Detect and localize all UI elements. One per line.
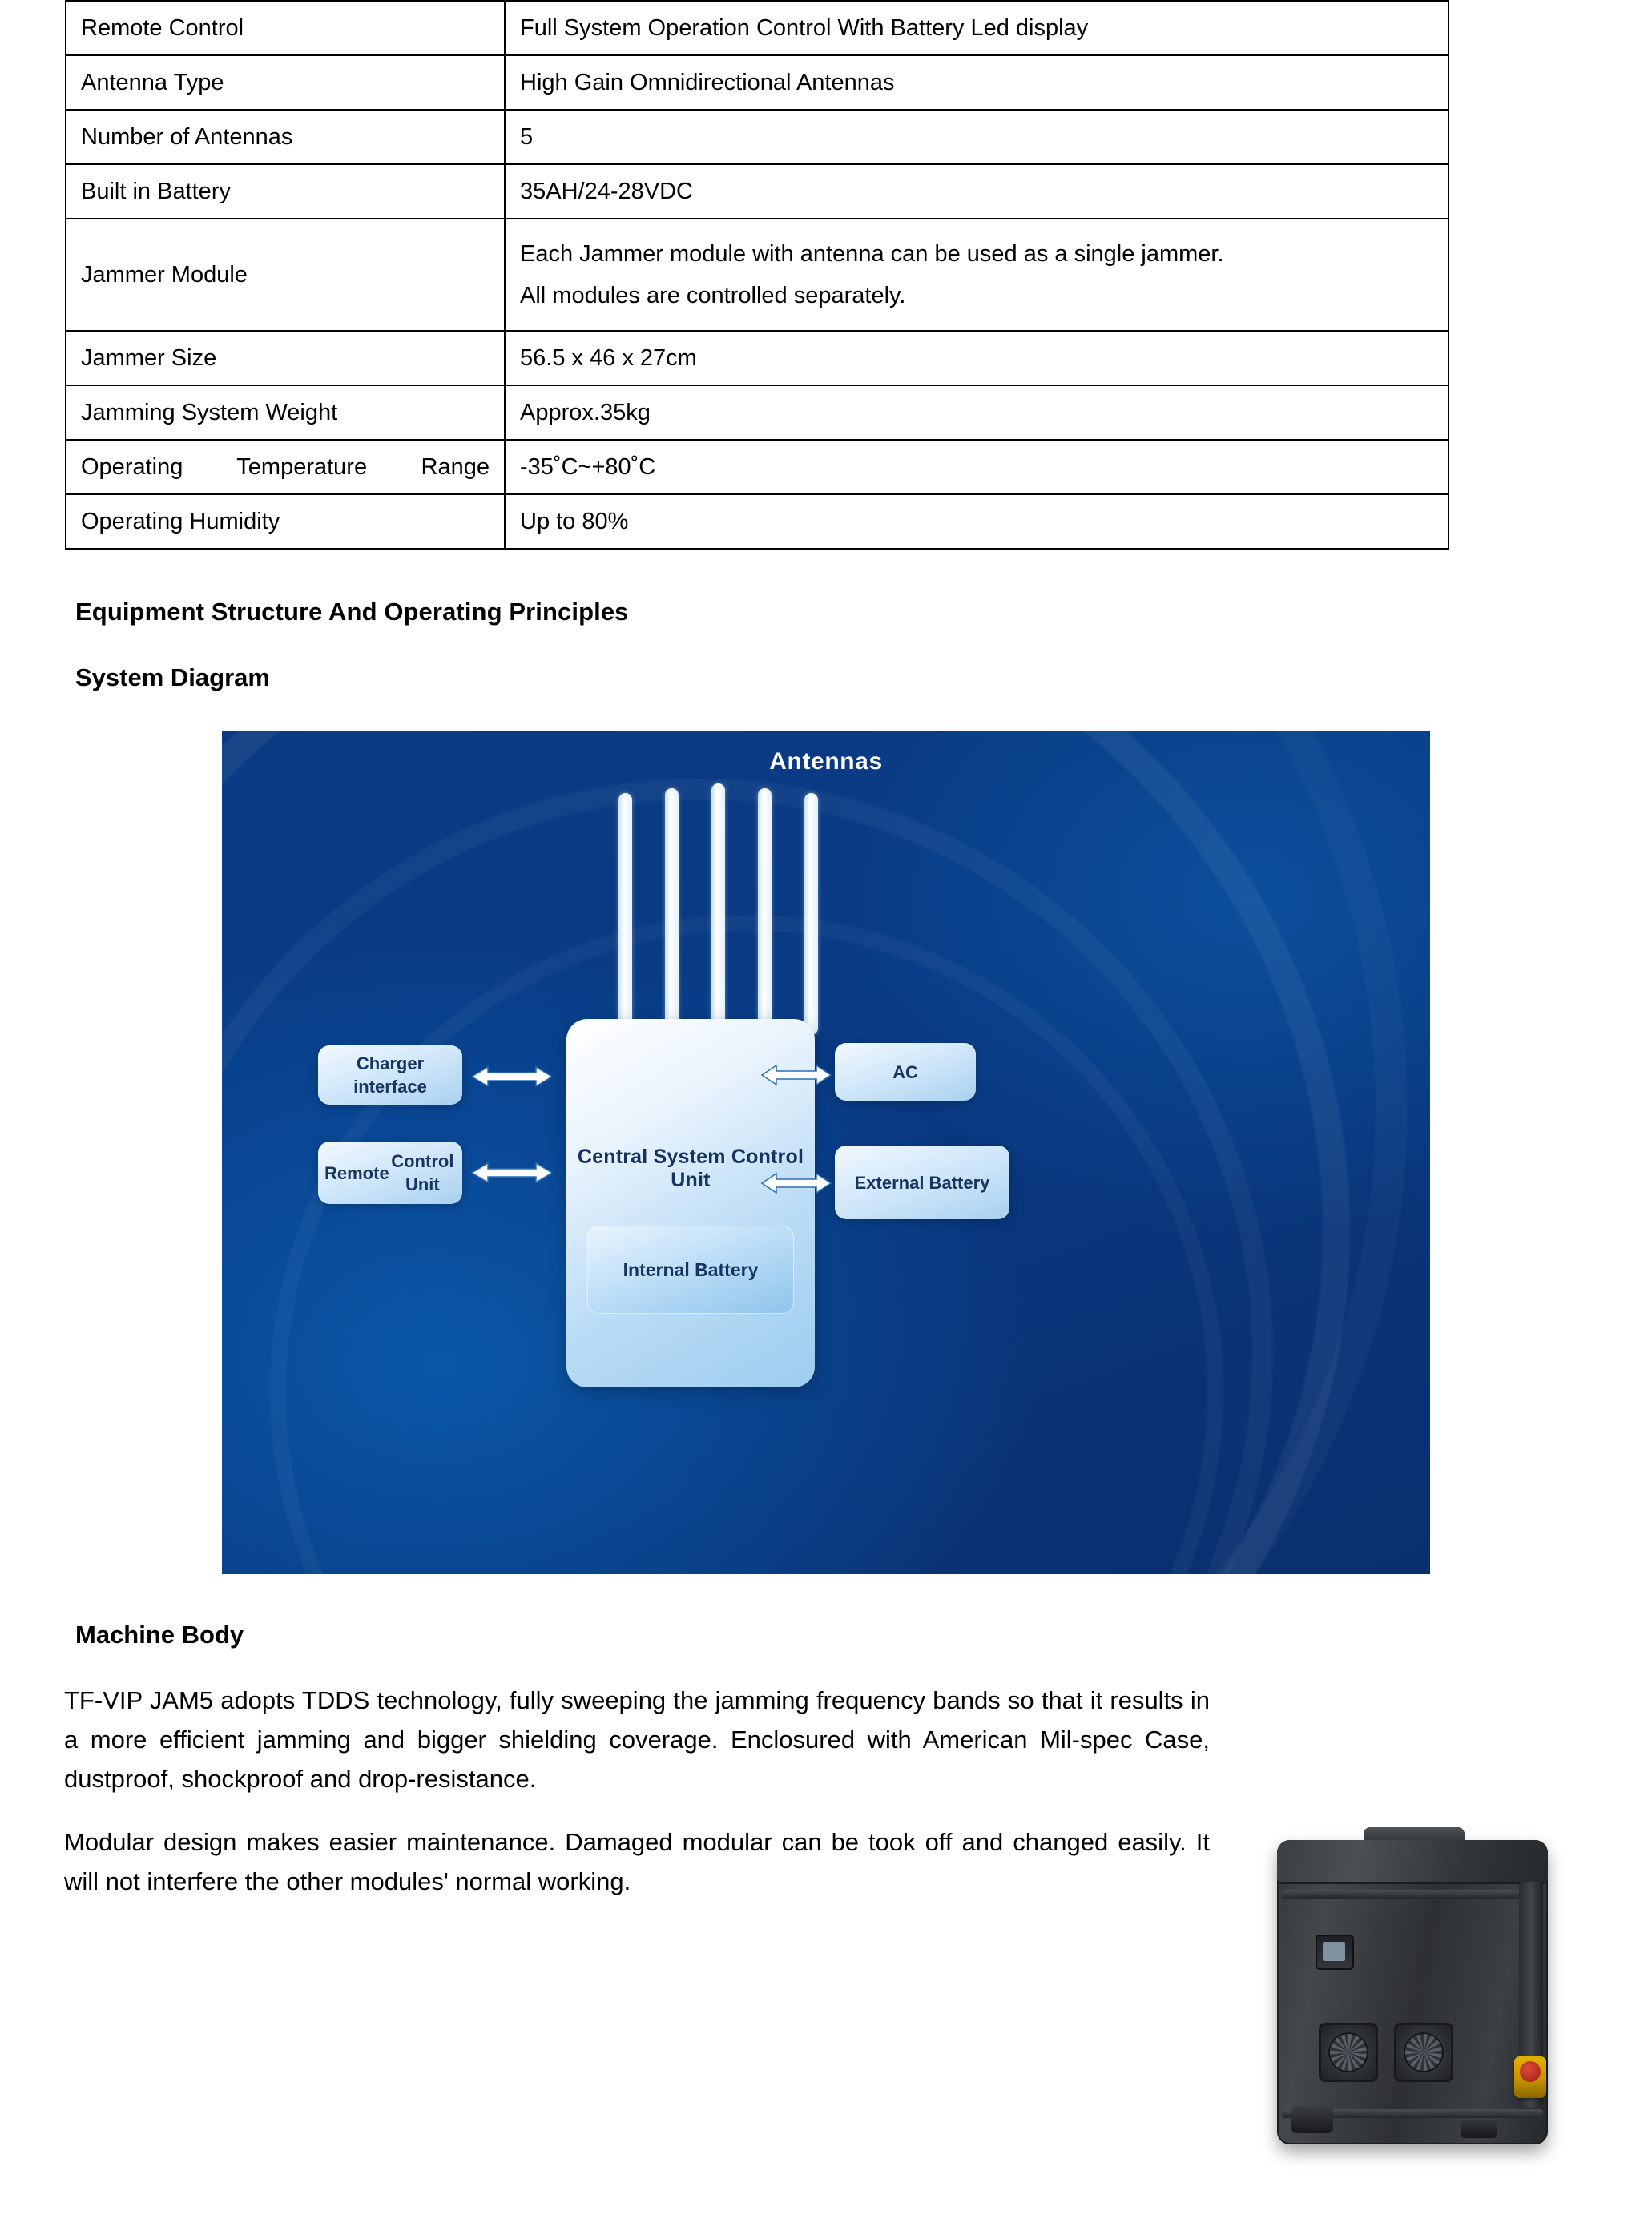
system-diagram-container	[64, 731, 1588, 1574]
case-lid	[1277, 1840, 1548, 1884]
spec-value: Full System Operation Control With Battery Led display	[505, 1, 1449, 55]
spec-value: 35AH/24-28VDC	[505, 164, 1449, 219]
antenna-icon	[618, 793, 632, 1033]
antenna-icon	[665, 788, 679, 1037]
table-row	[66, 331, 1449, 385]
spec-value-line: All modules are controlled separately.	[520, 283, 906, 309]
system-diagram-image	[222, 731, 1430, 1574]
double-arrow-icon	[470, 1063, 554, 1090]
spec-value: High Gain Omnidirectional Antennas	[505, 55, 1449, 110]
fan-icon	[1394, 2023, 1453, 2082]
table-row	[66, 164, 1449, 219]
charger-interface-box: Charger interface	[318, 1045, 462, 1105]
battery-led-display	[1316, 1935, 1354, 1970]
double-arrow-icon	[760, 1170, 832, 1197]
spec-key: Jamming System Weight	[66, 385, 505, 440]
specification-table-body	[66, 1, 1449, 549]
machine-body-photo	[1253, 1806, 1590, 2183]
spec-key: Jammer Size	[66, 331, 505, 385]
spec-key: Operating Humidity	[66, 494, 505, 549]
remote-control-unit-box	[318, 1142, 462, 1204]
antenna-icon	[804, 793, 818, 1035]
table-row	[66, 219, 1449, 331]
table-row	[66, 385, 1449, 440]
central-unit-label: Central System Control Unit	[577, 1146, 804, 1192]
spec-key: Antenna Type	[66, 55, 505, 110]
subsection-heading-machine-body: Machine Body	[75, 1621, 244, 1649]
spec-key: Number of Antennas	[66, 110, 505, 164]
case-foot	[1461, 2120, 1497, 2138]
machine-body-paragraph-2: Modular design makes easier maintenance. Damaged modular can be took off and changed easily. It will not interfere the other modules' normal working.	[64, 1828, 1210, 1896]
spec-value: Approx.35kg	[505, 385, 1449, 440]
remote-control-unit-line2: Control Unit	[391, 1150, 454, 1195]
spec-value: -35˚C~+80˚C	[505, 440, 1449, 494]
spec-value-line: Each Jammer module with antenna can be used as a single jammer.	[520, 241, 1224, 268]
table-row	[66, 440, 1449, 494]
remote-control-unit-line1: Remote	[324, 1162, 389, 1183]
spec-value	[505, 219, 1449, 331]
table-row	[66, 1, 1449, 55]
subsection-heading-system-diagram: System Diagram	[75, 663, 270, 692]
antenna-icon	[758, 788, 772, 1038]
antenna-icon	[711, 783, 725, 1040]
spec-key: Jammer Module	[66, 219, 505, 331]
section-heading-equipment-structure: Equipment Structure And Operating Principles	[75, 598, 629, 626]
case-rib	[1282, 1890, 1543, 1899]
spec-key: Built in Battery	[66, 164, 505, 219]
spec-value: Up to 80%	[505, 494, 1449, 549]
table-row	[66, 55, 1449, 110]
machine-body-paragraph-1: TF-VIP JAM5 adopts TDDS technology, fully sweeping the jamming frequency bands so that it results in a more efficient jamming and bigger shielding coverage. Enclosured with American Mil-spec Case, dustproof, shockproof and drop-resistance.	[64, 1686, 1210, 1794]
spec-value: 5	[505, 110, 1449, 164]
spec-key: Remote Control	[66, 1, 505, 55]
ac-box: AC	[835, 1043, 976, 1101]
table-row	[66, 494, 1449, 549]
double-arrow-icon	[760, 1061, 832, 1089]
fan-icon	[1319, 2023, 1378, 2082]
specification-table	[65, 0, 1449, 550]
machine-body-text	[64, 1681, 1210, 1902]
internal-battery-box: Internal Battery	[587, 1226, 794, 1314]
external-battery-box: External Battery	[835, 1146, 1009, 1219]
spec-value: 56.5 x 46 x 27cm	[505, 331, 1449, 385]
spec-key: Operating Temperature Range	[66, 440, 505, 494]
table-row	[66, 110, 1449, 164]
diagram-label-antennas: Antennas	[769, 748, 883, 775]
emergency-stop-button	[1514, 2056, 1546, 2098]
case-wheel	[1291, 2106, 1333, 2133]
mil-spec-case-illustration	[1277, 1840, 1548, 2144]
double-arrow-icon	[470, 1159, 554, 1186]
